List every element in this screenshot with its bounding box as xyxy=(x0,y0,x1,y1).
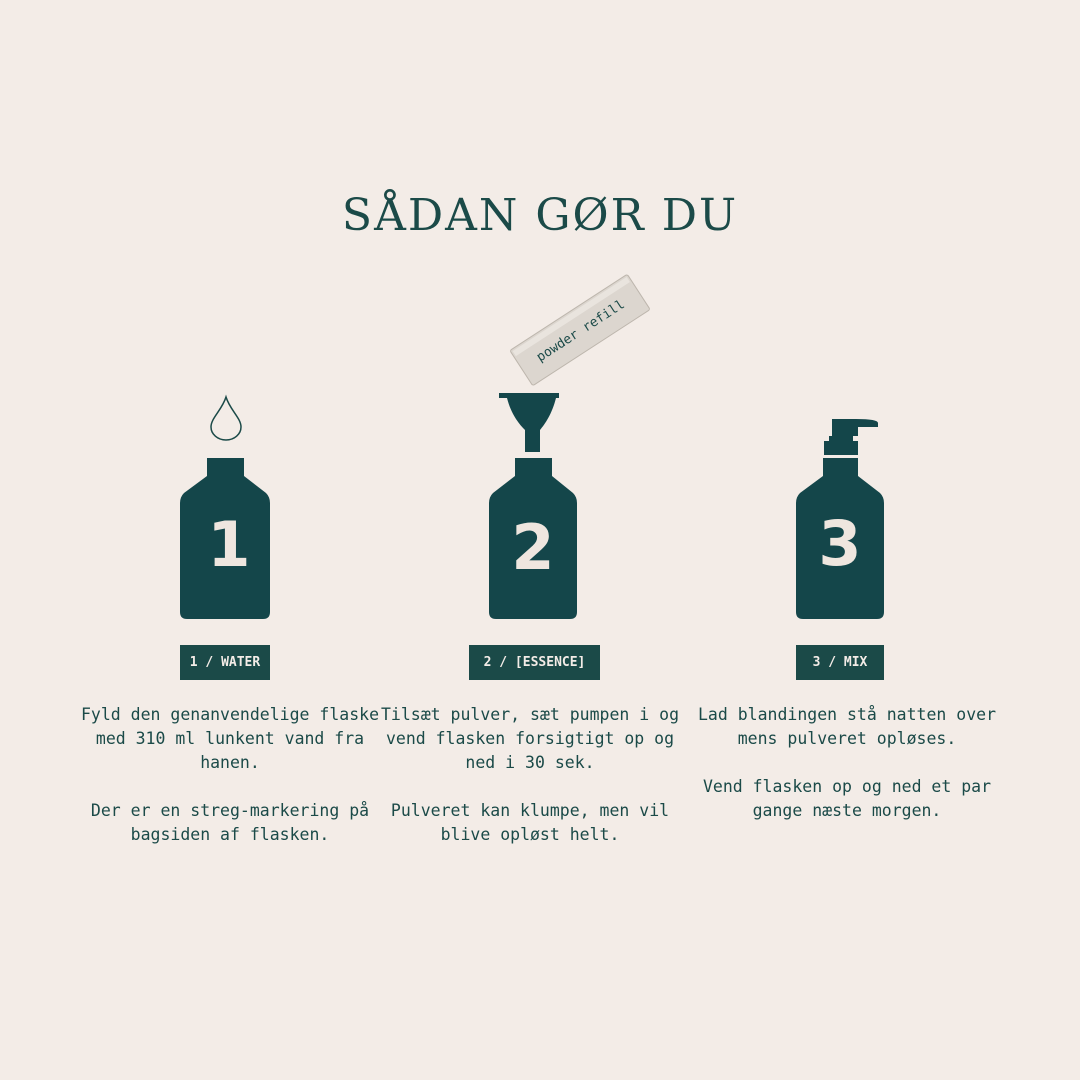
step-label-water: 1 / WATER xyxy=(180,645,270,680)
step-2-paragraph-1: Tilsæt pulver, sæt pumpen i og vend flasken forsigtigt op og ned i 30 sek. xyxy=(380,705,679,772)
water-drop-icon xyxy=(211,397,241,440)
step-description-3 xyxy=(697,703,997,823)
step-description-2 xyxy=(380,703,680,847)
funnel-icon xyxy=(499,393,559,452)
step-1-paragraph-1: Fyld den genanvendelige flaske med 310 ml lunkent vand fra hanen. xyxy=(80,705,379,772)
sachet-label: powder refill xyxy=(534,297,628,366)
step-1-paragraph-2: Der er en streg-markering på bagsiden af flasken. xyxy=(90,801,370,844)
step-3-paragraph-1: Lad blandingen stå natten over mens pulveret opløses. xyxy=(697,705,996,748)
bottle-number-2: 2 xyxy=(511,511,555,584)
bottle-number-3: 3 xyxy=(818,507,862,580)
step-description-1 xyxy=(80,703,380,847)
step-2-paragraph-2: Pulveret kan klumpe, men vil blive opløst helt. xyxy=(390,801,670,844)
step-label-essence: 2 / [ESSENCE] xyxy=(469,645,600,680)
powder-sachet-icon xyxy=(510,274,650,385)
step-label-mix: 3 / MIX xyxy=(796,645,884,680)
step-3-paragraph-2: Vend flasken op og ned et par gange næste morgen. xyxy=(702,777,992,820)
pump-icon xyxy=(824,419,878,455)
bottle-number-1: 1 xyxy=(207,508,251,581)
page-title: SÅDAN GØR DU xyxy=(341,190,739,241)
